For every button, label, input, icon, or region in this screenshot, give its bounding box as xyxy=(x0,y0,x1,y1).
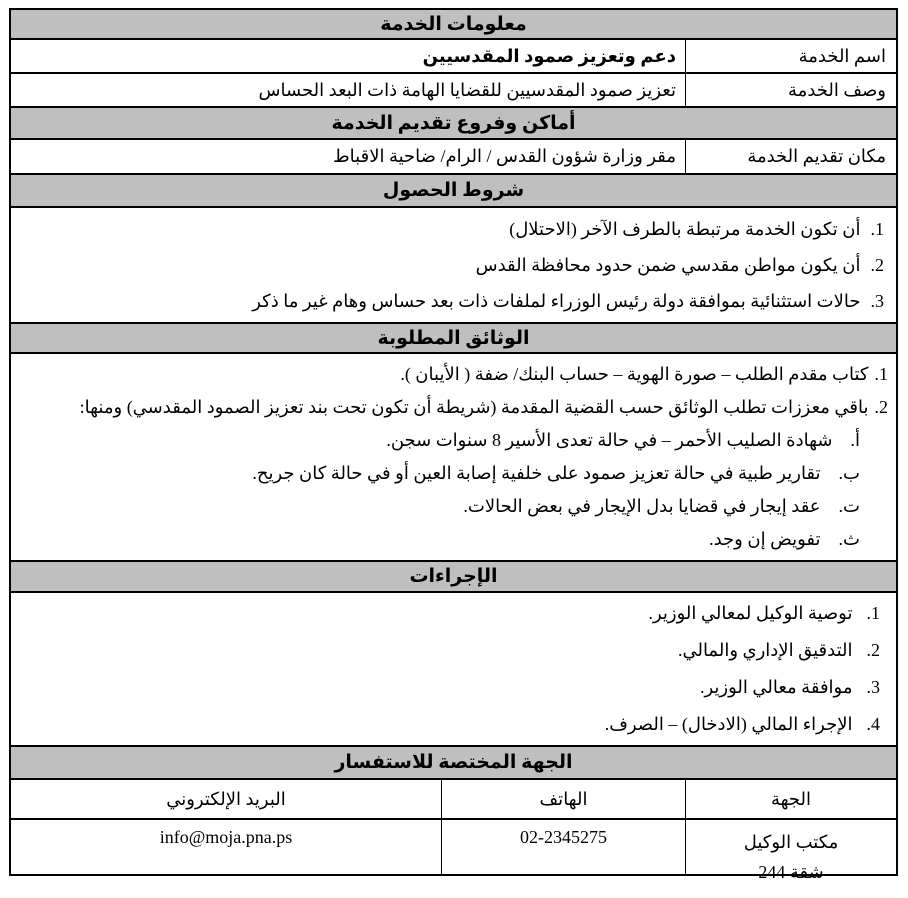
service-place-label: مكان تقديم الخدمة xyxy=(685,140,896,173)
section-header-conditions xyxy=(11,175,896,208)
contact-header-row xyxy=(11,780,896,820)
contact-value-row xyxy=(11,820,896,882)
item-text: عقد إيجار في قضايا بدل الإيجار في بعض الحالات. xyxy=(463,496,821,516)
item-text: أن تكون الخدمة مرتبطة بالطرف الآخر (الاحتلال) xyxy=(509,219,861,239)
procedure-item xyxy=(17,595,880,632)
service-description-label: وصف الخدمة xyxy=(685,74,896,106)
service-name-label: اسم الخدمة xyxy=(685,40,896,72)
document-subitem xyxy=(17,424,888,457)
item-number: 1. xyxy=(874,364,888,384)
condition-item xyxy=(17,211,884,247)
item-letter: ث. xyxy=(838,529,860,549)
service-description-value: تعزيز صمود المقدسيين للقضايا الهامة ذات البعد الحساس xyxy=(258,79,676,100)
contact-entity-header: الجهة xyxy=(685,780,896,818)
item-number: 2. xyxy=(870,255,884,275)
section-title: معلومات الخدمة xyxy=(380,13,527,35)
item-text: كتاب مقدم الطلب – صورة الهوية – حساب البنك/ ضفة ( الأيبان ). xyxy=(400,364,869,384)
row-service-place xyxy=(11,140,896,175)
section-header-locations xyxy=(11,108,896,140)
item-number: 1. xyxy=(866,603,880,623)
item-letter: ب. xyxy=(838,463,860,483)
document-subitem xyxy=(17,523,888,556)
entity-office: مكتب الوكيل xyxy=(743,832,839,852)
document-item xyxy=(17,358,888,391)
item-text: أن يكون مواطن مقدسي ضمن حدود محافظة القدس xyxy=(475,255,861,275)
documents-list xyxy=(11,354,896,562)
contact-email-header: البريد الإلكتروني xyxy=(166,788,286,809)
section-header-contact xyxy=(11,747,896,780)
condition-item xyxy=(17,247,884,283)
item-text: موافقة معالي الوزير. xyxy=(699,677,853,697)
condition-item xyxy=(17,283,884,319)
section-title: الإجراءات xyxy=(409,566,498,587)
document-subitem xyxy=(17,490,888,523)
item-text: باقي معززات تطلب الوثائق حسب القضية المقدمة (شريطة أن تكون تحت بند تعزيز الصمود المقدسي) ومنها: xyxy=(79,397,869,417)
item-number: 2. xyxy=(874,397,888,417)
section-title: أماكن وفروع تقديم الخدمة xyxy=(331,112,576,134)
item-number: 3. xyxy=(866,677,880,697)
item-text: تقارير طبية في حالة تعزيز صمود على خلفية إصابة العين أو في حالة كان جريح. xyxy=(252,463,821,483)
procedures-list xyxy=(11,593,896,747)
section-header-documents xyxy=(11,324,896,354)
service-place-value: مقر وزارة شؤون القدس / الرام/ ضاحية الاقباط xyxy=(333,146,676,166)
procedure-item xyxy=(17,632,880,669)
item-number: 2. xyxy=(866,640,880,660)
item-letter: أ. xyxy=(850,430,860,450)
contact-phone-header: الهاتف xyxy=(441,780,685,818)
item-text: شهادة الصليب الأحمر – في حالة تعدى الأسير 8 سنوات سجن. xyxy=(386,430,833,450)
item-text: تفويض إن وجد. xyxy=(709,529,821,549)
item-number: 4. xyxy=(866,714,880,734)
conditions-list xyxy=(11,208,896,324)
document-item xyxy=(17,391,888,424)
section-title: شروط الحصول xyxy=(382,180,525,201)
service-name-value: دعم وتعزيز صمود المقدسيين xyxy=(422,45,676,66)
section-header-procedures xyxy=(11,562,896,593)
procedure-item xyxy=(17,706,880,743)
contact-phone-value: 02-2345275 xyxy=(441,820,685,874)
entity-apartment: شقة 244 xyxy=(758,862,824,882)
item-letter: ت. xyxy=(838,496,860,516)
row-service-name xyxy=(11,40,896,74)
item-number: 3. xyxy=(870,291,884,311)
service-info-table xyxy=(9,8,898,882)
document-subitem xyxy=(17,457,888,490)
item-text: توصية الوكيل لمعالي الوزير. xyxy=(648,603,853,623)
section-title: الوثائق المطلوبة xyxy=(377,327,530,349)
item-text: الإجراء المالي (الادخال) – الصرف. xyxy=(604,714,853,734)
contact-email-value: info@moja.pna.ps xyxy=(159,827,293,847)
section-title: الجهة المختصة للاستفسار xyxy=(334,752,573,773)
contact-entity-value xyxy=(685,820,896,882)
item-text: حالات استثنائية بموافقة دولة رئيس الوزراء لملفات ذات بعد حساس وهام غير ما ذكر xyxy=(252,291,861,311)
procedure-item xyxy=(17,669,880,706)
section-header-service-info xyxy=(11,10,896,40)
item-text: التدقيق الإداري والمالي. xyxy=(677,640,853,660)
row-service-description xyxy=(11,74,896,108)
item-number: 1. xyxy=(870,219,884,239)
